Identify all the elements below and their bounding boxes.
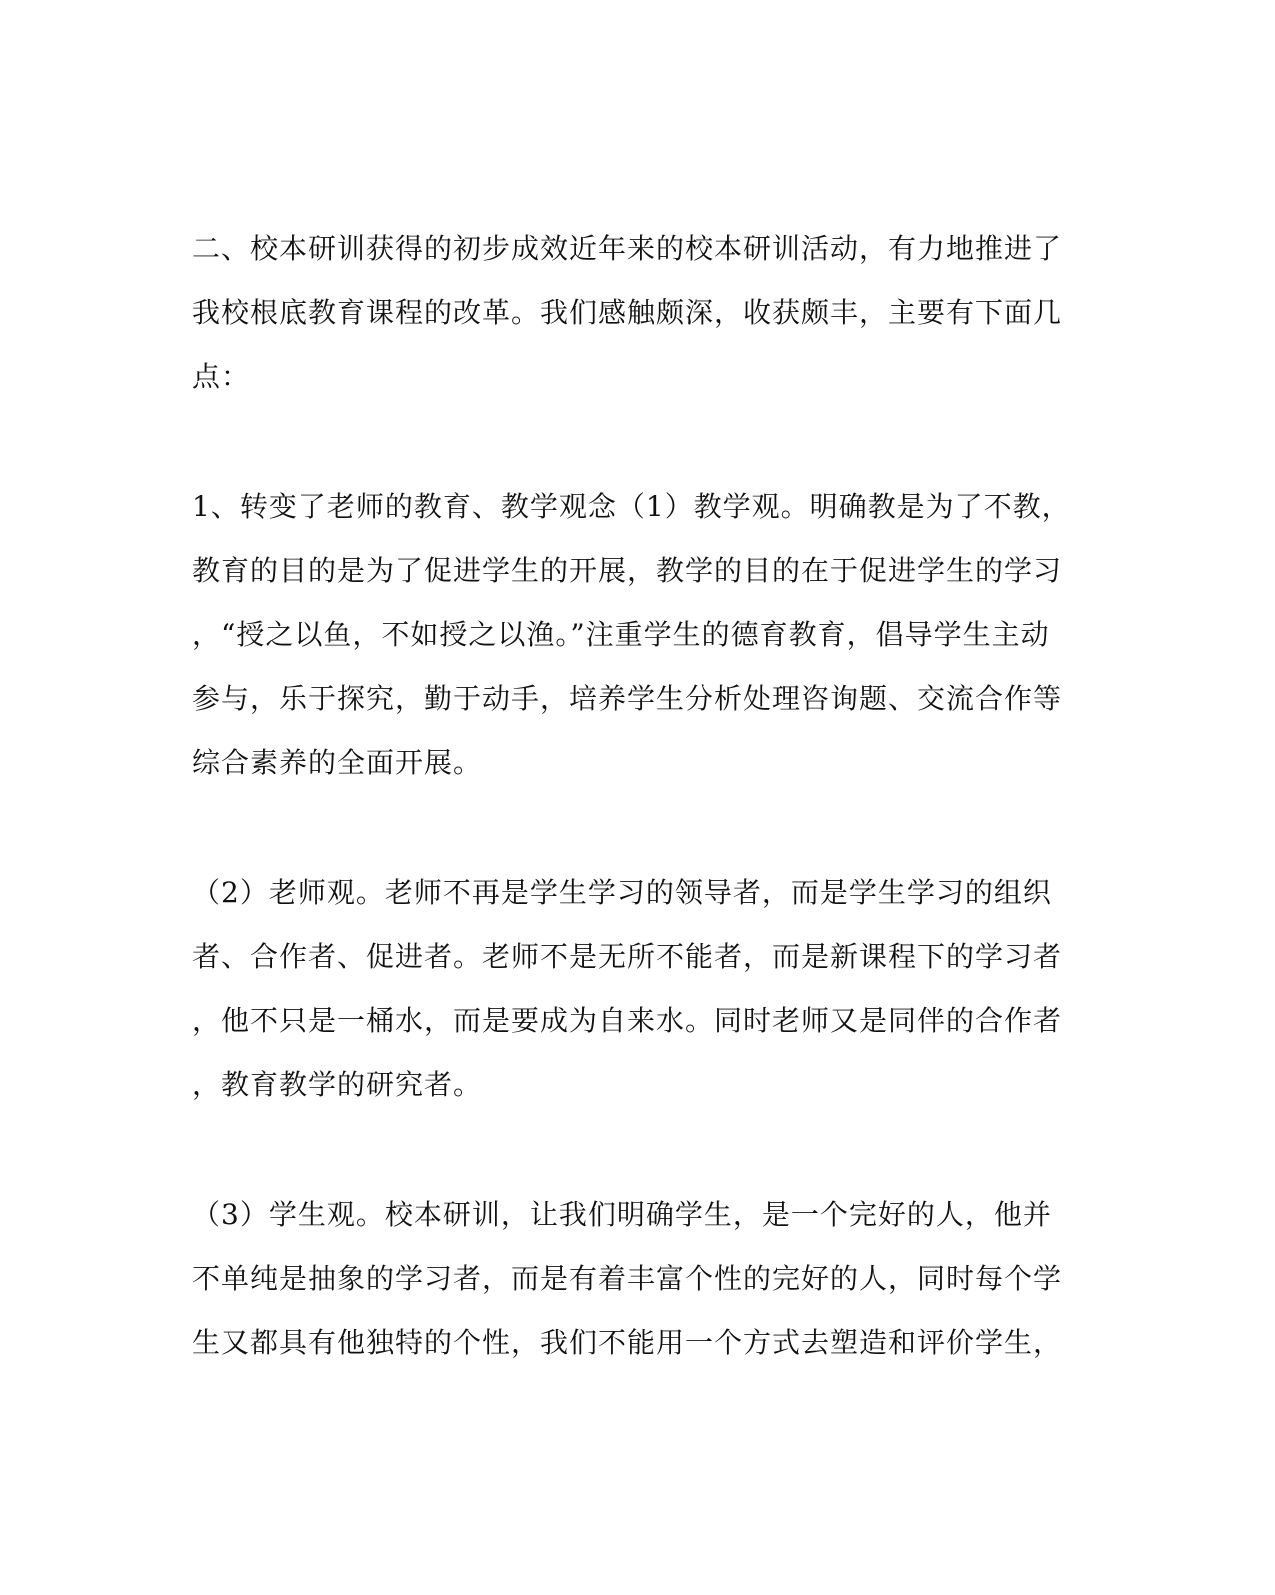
text-line: 教育的目的是为了促进学生的开展，教学的目的在于促进学生的学习 <box>192 554 1063 587</box>
text-line: 者、合作者、促进者。老师不是无所不能者，而是新课程下的学习者 <box>192 940 1063 973</box>
text-line: 1、转变了老师的教育、教学观念（1）教学观。明确教是为了不教， <box>192 490 1071 523</box>
text-line: ，教育教学的研究者。 <box>192 1068 483 1101</box>
text-line: ，他不只是一桶水，而是要成为自来水。同时老师又是同伴的合作者 <box>192 1004 1063 1037</box>
text-line: （3）学生观。校本研训，让我们明确学生，是一个完好的人，他并 <box>192 1198 1052 1231</box>
text-line: 点： <box>192 360 251 393</box>
text-line: 参与，乐于探究，勤于动手，培养学生分析处理咨询题、交流合作等 <box>192 682 1063 715</box>
text-line: 我校根底教育课程的改革。我们感触颇深，收获颇丰，主要有下面几 <box>192 296 1063 329</box>
paragraph-point-3 <box>192 1188 1062 1380</box>
paragraph-gap <box>192 414 1062 480</box>
paragraph-section-2-intro <box>192 222 1062 414</box>
text-line: （2）老师观。老师不再是学生学习的领导者，而是学生学习的组织 <box>192 876 1052 909</box>
paragraph-gap <box>192 1122 1062 1188</box>
text-line: 综合素养的全面开展。 <box>192 746 483 779</box>
paragraph-point-1 <box>192 480 1071 800</box>
text-line: 生又都具有他独特的个性，我们不能用一个方式去塑造和评价学生， <box>192 1326 1063 1359</box>
paragraph-gap <box>192 800 1062 866</box>
text-line: 二、校本研训获得的初步成效近年来的校本研训活动，有力地推进了 <box>192 232 1063 265</box>
paragraph-point-2 <box>192 866 1062 1122</box>
document-body <box>192 222 1071 1380</box>
text-line: ，“授之以鱼，不如授之以渔。”注重学生的德育教育，倡导学生主动 <box>192 618 1050 651</box>
text-line: 不单纯是抽象的学习者，而是有着丰富个性的完好的人，同时每个学 <box>192 1262 1063 1295</box>
